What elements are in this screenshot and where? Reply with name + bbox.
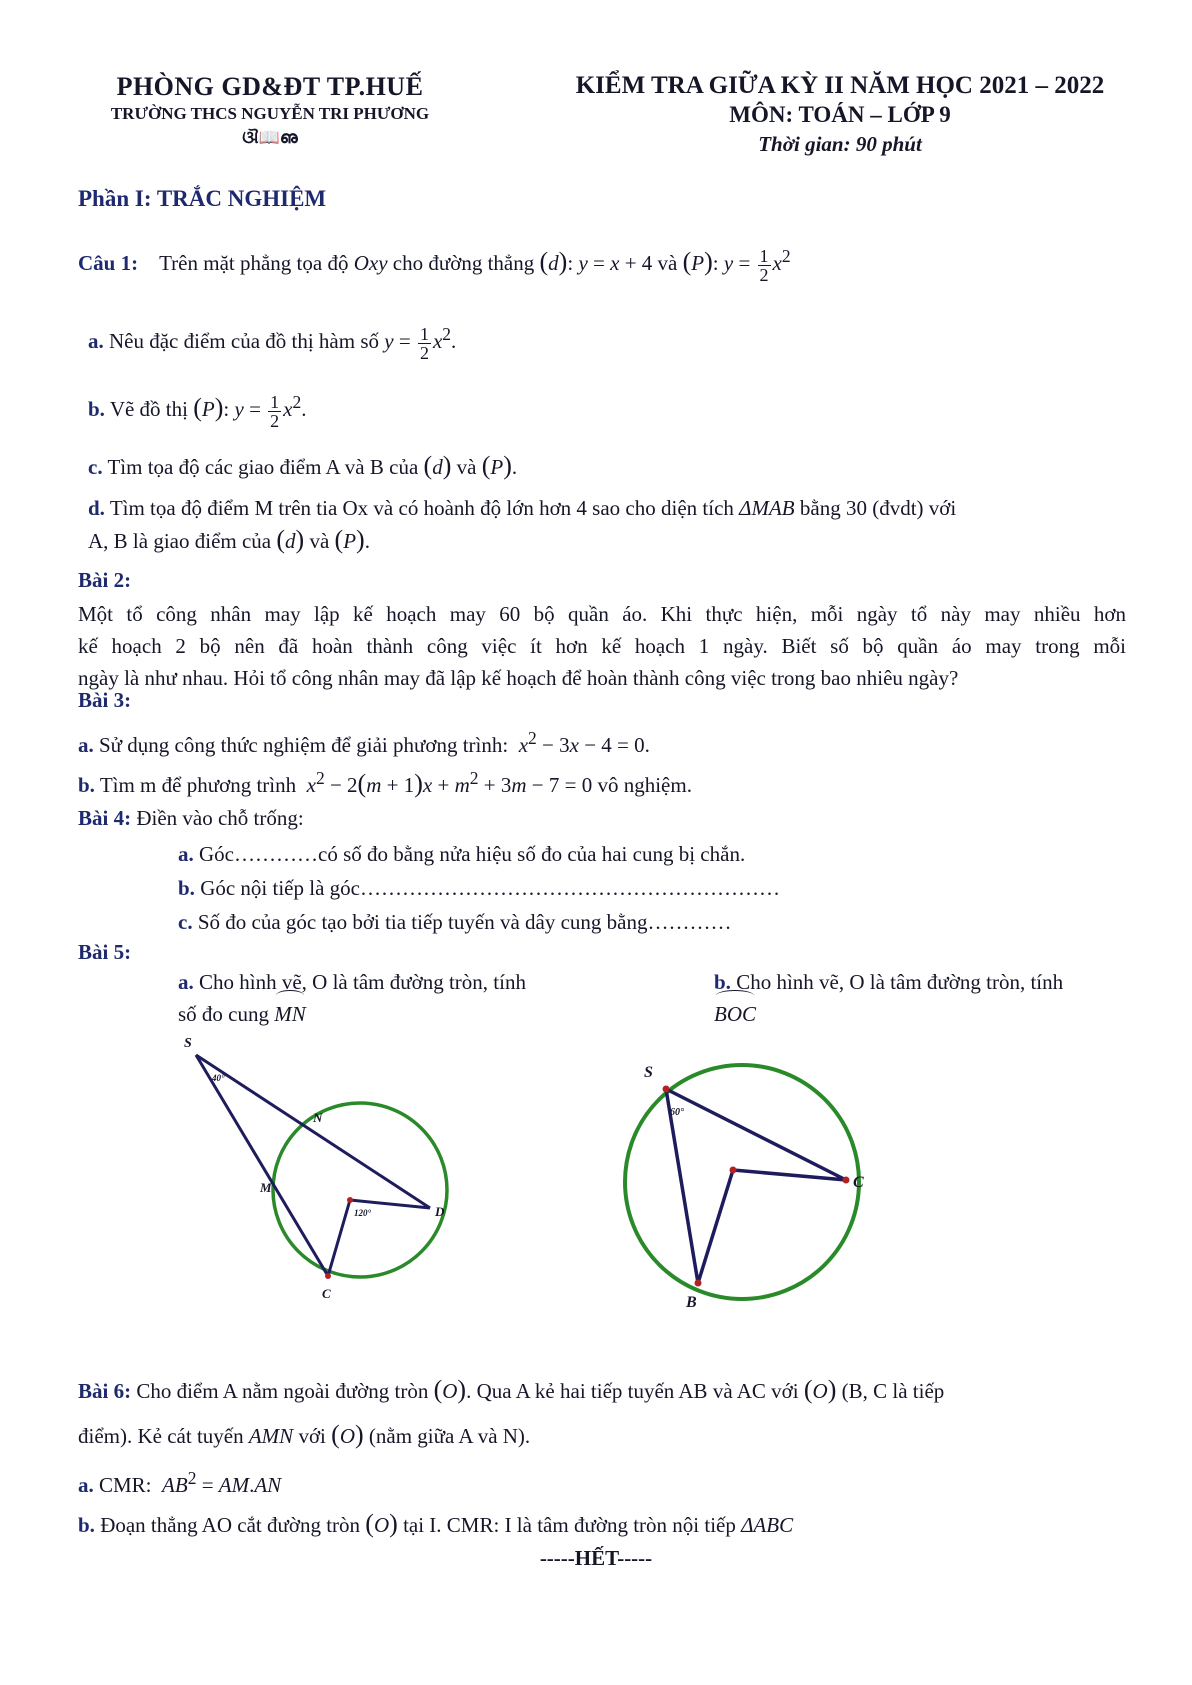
circle-b — [625, 1065, 859, 1299]
label-b-b: B — [686, 1294, 697, 1311]
q1-text: Trên mặt phẳng tọa độ — [159, 251, 349, 275]
b4-title: Bài 4: Điền vào chỗ trống: — [78, 806, 304, 830]
label-c-b: C — [853, 1174, 864, 1191]
angle-s-b: 60° — [670, 1107, 684, 1118]
q1-d: d. Tìm tọa độ điểm M trên tia Ox và có hoành độ lớn hơn 4 sao cho diện tích ΔMAB bằng 30 (đvdt) với A, B là giao điểm của (d) và (P). — [88, 496, 957, 554]
exam-time: Thời gian: 90 phút — [758, 132, 922, 156]
circle-a — [273, 1103, 447, 1277]
part1-title: Phần I: TRẮC NGHIỆM — [78, 186, 327, 211]
exam-subject: MÔN: TOÁN – LỚP 9 — [729, 102, 951, 127]
arc-mn: MN — [274, 998, 306, 1030]
ornament-icon: ଔ📖ഌ — [242, 128, 298, 147]
b5-label: Bài 5: — [78, 940, 132, 964]
q1-b: b. Vẽ đồ thị (P): y = $\frac{1}{2}$ $x^2$. — [88, 391, 307, 431]
b2-label: Bài 2: — [78, 568, 132, 592]
b3-b: b. Tìm m để phương trình $x^2 - 2(m + 1)x + m^2 + 3m - 7 = 0$ vô nghiệm. — [78, 768, 692, 798]
label-s: S — [184, 1036, 192, 1051]
figure-a — [170, 1030, 470, 1315]
b4-a: a. Góc…………có số đo bằng nửa hiệu số đo của hai cung bị chắn. — [178, 842, 746, 866]
q1-a: a. Nêu đặc điểm của đồ thị hàm số y = $\frac{1}{2}$ $x^2$. — [88, 323, 457, 363]
q1-c: c. Tìm tọa độ các giao điểm A và B của (d) và (P). — [88, 451, 518, 480]
center-o — [347, 1197, 353, 1203]
dept-name: PHÒNG GD&ĐT TP.HUẾ — [116, 72, 424, 101]
radius-ob — [698, 1170, 733, 1283]
angle-o-a: 120° — [354, 1208, 372, 1218]
b3-a: a. Sử dụng công thức nghiệm để giải phương trình: $x^2 - 3x - 4 = 0$. — [78, 728, 650, 757]
header-right — [520, 72, 1160, 157]
label-m: M — [260, 1180, 272, 1195]
b6-b: b. Đoạn thẳng AO cắt đường tròn (O) tại I. CMR: I là tâm đường tròn nội tiếp ΔABC — [78, 1509, 794, 1538]
label-s-b: S — [644, 1064, 653, 1081]
b5-a: a. Cho hình vẽ, O là tâm đường tròn, tính số đo cung MN — [178, 966, 618, 1030]
b3-label: Bài 3: — [78, 688, 132, 712]
figure-b — [610, 1045, 880, 1315]
b2-text: Một tổ công nhân may lập kế hoạch may 60 bộ quần áo. Khi thực hiện, mỗi ngày tổ này may nhiều hơn kế hoạch 2 bộ nên đã hoàn thành công việc ít hơn kế hoạch 1 ngày. Biết số bộ quần áo may trong mỗi ngày là như nhau. Hỏi tổ công nhân may đã lập kế hoạch để hoàn thành công việc trong bao nhiêu ngày? — [78, 602, 1126, 690]
exam-title: KIỂM TRA GIỮA KỲ II NĂM HỌC 2021 – 2022 — [575, 72, 1105, 99]
b5-b: b. Cho hình vẽ, O là tâm đường tròn, tính BOC — [714, 966, 1154, 1030]
q1-stem: Câu 1: Trên mặt phẳng tọa độ Oxy cho đường thẳng (d): y = x + 4 và (P): y = $\frac{1}{2}$ $x^2$ — [78, 245, 791, 285]
chord-sc — [666, 1089, 846, 1180]
label-n: N — [313, 1110, 323, 1125]
radius-oc — [328, 1200, 350, 1276]
q1-and: và — [657, 251, 678, 275]
school-name: TRƯỜNG THCS NGUYỄN TRI PHƯƠNG — [110, 104, 430, 123]
b6-stem: Bài 6: Cho điểm A nằm ngoài đường tròn (O). Qua A kẻ hai tiếp tuyến AB và AC với (O) (B, C là tiếp điểm). Kẻ cát tuyến AMN với (O) (nằm giữa A và N). — [78, 1375, 945, 1449]
arc-boc: BOC — [714, 998, 756, 1030]
q1-label: Câu 1: — [78, 251, 139, 275]
end-mark: -----HẾT----- — [539, 1546, 653, 1570]
q1-oxy: Oxy — [353, 251, 388, 275]
secant-sc — [196, 1055, 328, 1276]
angle-s-a: 40° — [212, 1073, 225, 1083]
b4-b: b. Góc nội tiếp là góc…………………………………………………… — [178, 876, 780, 900]
chord-sb — [666, 1089, 698, 1283]
b6-a: a. CMR: $AB^2 = AM.AN$ — [78, 1468, 282, 1497]
header-left — [60, 72, 480, 148]
center-o-b — [730, 1167, 737, 1174]
label-c: C — [322, 1286, 331, 1301]
label-d: D — [435, 1204, 445, 1219]
secant-sn — [196, 1055, 430, 1208]
q1-text2: cho đường thẳng — [392, 251, 535, 275]
b4-c: c. Số đo của góc tạo bởi tia tiếp tuyến và dây cung bằng………… — [178, 910, 732, 934]
